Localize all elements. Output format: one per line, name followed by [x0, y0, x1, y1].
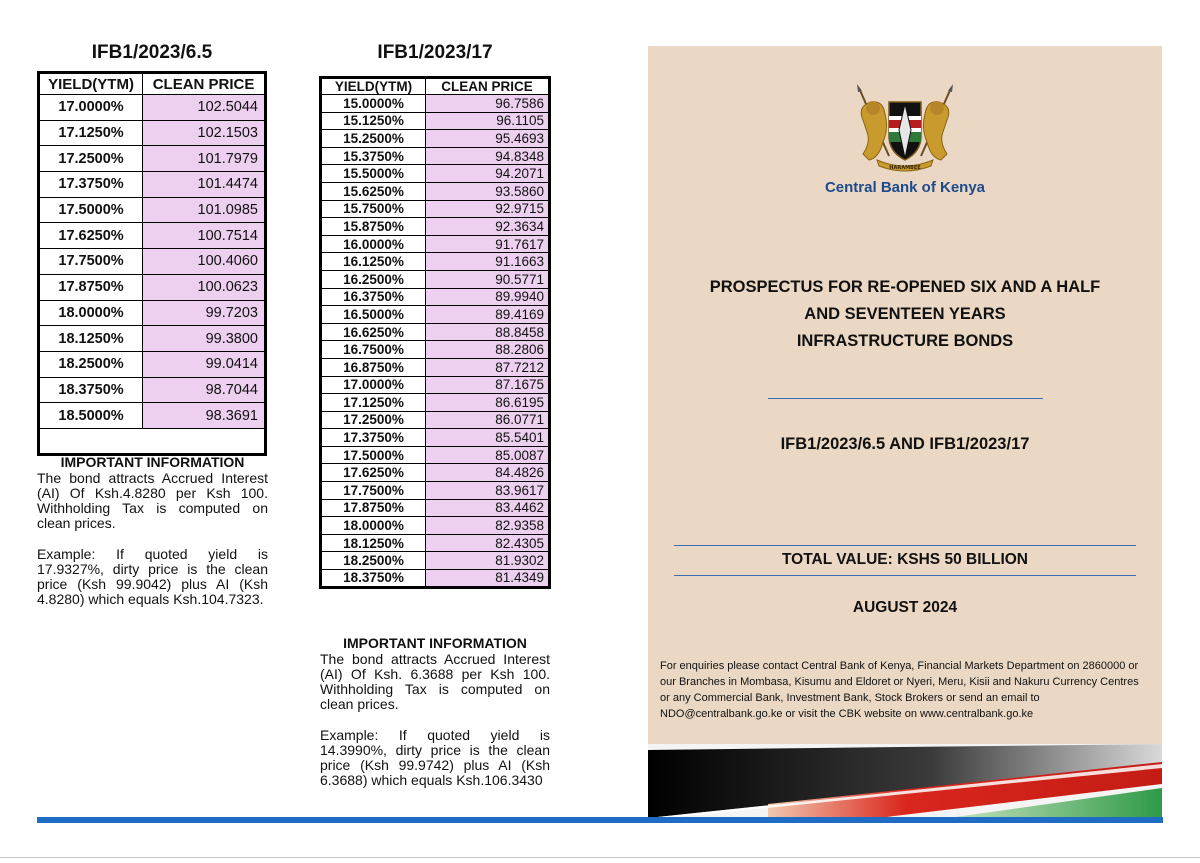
yield-cell: 16.0000% [321, 235, 426, 253]
table-row [321, 288, 550, 306]
table-row [321, 482, 550, 500]
bond-1-yield-table [37, 71, 267, 456]
table-row [321, 112, 550, 130]
yield-cell: 17.8750% [321, 499, 426, 517]
table-row [39, 146, 266, 172]
table-row [39, 120, 266, 146]
clean-price-cell: 82.4305 [426, 534, 550, 552]
table-row [321, 341, 550, 359]
table-row [321, 411, 550, 429]
table-row [321, 323, 550, 341]
enquiries-text: For enquiries please contact Central Bank of Kenya, Financial Markets Department on 2860000 or our Branches in Mombasa, Kisumu and Eldoret or Nyeri, Meru, Kisii and Nakuru Currency Centres or any Commercial Bank, Investment Bank, Stock Brokers or send an email to NDO@centralbank.go.ke or visit the CBK website on www.centralbank.go.ke [660, 660, 1139, 720]
yield-cell: 15.0000% [321, 95, 426, 113]
yield-cell: 17.1250% [321, 394, 426, 412]
example-text: Example: If quoted yield is 17.9327%, dirty price is the clean price (Ksh 99.9042) plus AI (Ksh 4.8280) which equals Ksh.104.7323. [37, 546, 268, 607]
clean-price-cell: 86.0771 [426, 411, 550, 429]
clean-price-cell: 87.1675 [426, 376, 550, 394]
table-row [321, 253, 550, 271]
clean-price-cell: 88.8458 [426, 323, 550, 341]
clean-price-cell: 94.8348 [426, 147, 550, 165]
column-header-yield: YIELD(YTM) [321, 78, 426, 95]
divider [674, 575, 1136, 576]
yield-cell: 17.5000% [39, 197, 143, 223]
bond-2-important-information [320, 636, 550, 788]
clean-price-cell: 98.3691 [143, 403, 266, 429]
table-row [321, 358, 550, 376]
empty-row [39, 428, 266, 454]
clean-price-cell: 91.1663 [426, 253, 550, 271]
clean-price-cell: 81.4349 [426, 570, 550, 588]
clean-price-cell: 89.4169 [426, 306, 550, 324]
yield-cell: 16.3750% [321, 288, 426, 306]
table-row [39, 249, 266, 275]
yield-cell: 17.8750% [39, 274, 143, 300]
clean-price-cell: 96.7586 [426, 95, 550, 113]
bond-1-important-information [37, 455, 268, 607]
clean-price-cell: 93.5860 [426, 182, 550, 200]
info-text: The bond attracts Accrued Interest (AI) Of Ksh. 6.3688 per Ksh 100. Withholding Tax is computed on clean prices. [320, 651, 550, 712]
clean-price-cell: 92.3634 [426, 218, 550, 236]
yield-cell: 16.6250% [321, 323, 426, 341]
yield-cell: 18.0000% [39, 300, 143, 326]
table-row [39, 351, 266, 377]
table-row [321, 306, 550, 324]
yield-cell: 15.6250% [321, 182, 426, 200]
prospectus-cover [648, 46, 1162, 818]
flag-stripes-graphic [648, 744, 1162, 818]
title-line: PROSPECTUS FOR RE-OPENED SIX AND A HALF [709, 278, 1101, 296]
clean-price-cell: 92.9715 [426, 200, 550, 218]
footer-blue-bar [37, 817, 1163, 823]
table-row [39, 172, 266, 198]
clean-price-cell: 101.0985 [143, 197, 266, 223]
yield-cell: 17.3750% [321, 429, 426, 447]
yield-cell: 18.3750% [321, 570, 426, 588]
yield-cell: 17.0000% [39, 95, 143, 121]
kenya-coat-of-arms-icon [849, 80, 961, 180]
clean-price-cell: 85.0087 [426, 446, 550, 464]
bond-codes: IFB1/2023/6.5 AND IFB1/2023/17 [780, 435, 1030, 453]
issue-date: AUGUST 2024 [852, 599, 958, 616]
divider [768, 398, 1043, 399]
clean-price-cell: 95.4693 [426, 130, 550, 148]
table-row [321, 200, 550, 218]
table-row [321, 570, 550, 588]
yield-cell: 17.7500% [321, 482, 426, 500]
clean-price-cell: 82.9358 [426, 517, 550, 535]
yield-cell: 17.1250% [39, 120, 143, 146]
table-row [39, 300, 266, 326]
yield-cell: 17.3750% [39, 172, 143, 198]
clean-price-cell: 84.4826 [426, 464, 550, 482]
yield-cell: 17.0000% [321, 376, 426, 394]
emblem-motto: HARAMBEE [889, 165, 921, 171]
table-row [321, 95, 550, 113]
table-row [321, 552, 550, 570]
clean-price-cell: 87.7212 [426, 358, 550, 376]
yield-cell: 17.6250% [321, 464, 426, 482]
bond-2-yield-table [319, 76, 551, 589]
table-row [321, 517, 550, 535]
table-row [321, 218, 550, 236]
bond-1-title: IFB1/2023/6.5 [91, 42, 213, 63]
clean-price-cell: 83.4462 [426, 499, 550, 517]
yield-cell: 15.2500% [321, 130, 426, 148]
yield-cell: 15.8750% [321, 218, 426, 236]
yield-cell: 15.1250% [321, 112, 426, 130]
column-header-clean-price: CLEAN PRICE [143, 73, 266, 95]
column-header-clean-price: CLEAN PRICE [426, 78, 550, 95]
clean-price-cell: 96.1105 [426, 112, 550, 130]
table-row [39, 377, 266, 403]
clean-price-cell: 98.7044 [143, 377, 266, 403]
table-row [39, 326, 266, 352]
clean-price-cell: 99.7203 [143, 300, 266, 326]
clean-price-cell: 100.4060 [143, 249, 266, 275]
yield-cell: 15.3750% [321, 147, 426, 165]
yield-cell: 16.7500% [321, 341, 426, 359]
total-value: TOTAL VALUE: KSHS 50 BILLION [781, 551, 1028, 568]
clean-price-cell: 99.3800 [143, 326, 266, 352]
table-row [321, 429, 550, 447]
example-text: Example: If quoted yield is 14.3990%, dirty price is the clean price (Ksh 99.9742) plus AI (Ksh 6.3688) which equals Ksh.106.3430 [320, 727, 550, 788]
table-row [321, 499, 550, 517]
clean-price-cell: 90.5771 [426, 270, 550, 288]
clean-price-cell: 94.2071 [426, 165, 550, 183]
yield-cell: 16.2500% [321, 270, 426, 288]
table-row [39, 197, 266, 223]
clean-price-cell: 101.7979 [143, 146, 266, 172]
table-row [39, 274, 266, 300]
yield-cell: 17.7500% [39, 249, 143, 275]
table-row [321, 165, 550, 183]
table-row [321, 534, 550, 552]
clean-price-cell: 99.0414 [143, 351, 266, 377]
yield-cell: 17.2500% [321, 411, 426, 429]
central-bank-name: Central Bank of Kenya [824, 179, 986, 196]
yield-cell: 18.2500% [39, 351, 143, 377]
clean-price-cell: 89.9940 [426, 288, 550, 306]
table-row [321, 147, 550, 165]
info-heading: IMPORTANT INFORMATION [343, 635, 527, 651]
table-row [321, 464, 550, 482]
clean-price-cell: 85.5401 [426, 429, 550, 447]
clean-price-cell: 88.2806 [426, 341, 550, 359]
empty-cell [39, 428, 266, 454]
info-text: The bond attracts Accrued Interest (AI) Of Ksh.4.8280 per Ksh 100. Withholding Tax is computed on clean prices. [37, 470, 268, 531]
table-row [39, 403, 266, 429]
yield-cell: 16.1250% [321, 253, 426, 271]
prospectus-title [648, 274, 1162, 355]
yield-cell: 18.0000% [321, 517, 426, 535]
yield-cell: 18.1250% [39, 326, 143, 352]
yield-cell: 17.2500% [39, 146, 143, 172]
title-line: INFRASTRUCTURE BONDS [796, 332, 1014, 350]
table-row [321, 270, 550, 288]
page-bottom-rule [0, 857, 1200, 858]
table-row [39, 95, 266, 121]
yield-cell: 16.8750% [321, 358, 426, 376]
clean-price-cell: 86.6195 [426, 394, 550, 412]
table-row [321, 235, 550, 253]
yield-cell: 18.3750% [39, 377, 143, 403]
table-row [321, 446, 550, 464]
yield-cell: 15.7500% [321, 200, 426, 218]
yield-cell: 16.5000% [321, 306, 426, 324]
title-line: AND SEVENTEEN YEARS [804, 305, 1006, 323]
clean-price-cell: 101.4474 [143, 172, 266, 198]
clean-price-cell: 102.5044 [143, 95, 266, 121]
yield-cell: 17.5000% [321, 446, 426, 464]
yield-cell: 18.5000% [39, 403, 143, 429]
table-row [39, 223, 266, 249]
yield-cell: 17.6250% [39, 223, 143, 249]
column-header-yield: YIELD(YTM) [39, 73, 143, 95]
clean-price-cell: 83.9617 [426, 482, 550, 500]
divider [674, 545, 1136, 546]
info-heading: IMPORTANT INFORMATION [60, 454, 245, 470]
clean-price-cell: 81.9302 [426, 552, 550, 570]
bond-2-title: IFB1/2023/17 [377, 42, 493, 63]
yield-cell: 18.2500% [321, 552, 426, 570]
table-row [321, 394, 550, 412]
clean-price-cell: 100.0623 [143, 274, 266, 300]
clean-price-cell: 100.7514 [143, 223, 266, 249]
clean-price-cell: 91.7617 [426, 235, 550, 253]
yield-cell: 18.1250% [321, 534, 426, 552]
table-row [321, 376, 550, 394]
table-row [321, 182, 550, 200]
yield-cell: 15.5000% [321, 165, 426, 183]
table-row [321, 130, 550, 148]
clean-price-cell: 102.1503 [143, 120, 266, 146]
